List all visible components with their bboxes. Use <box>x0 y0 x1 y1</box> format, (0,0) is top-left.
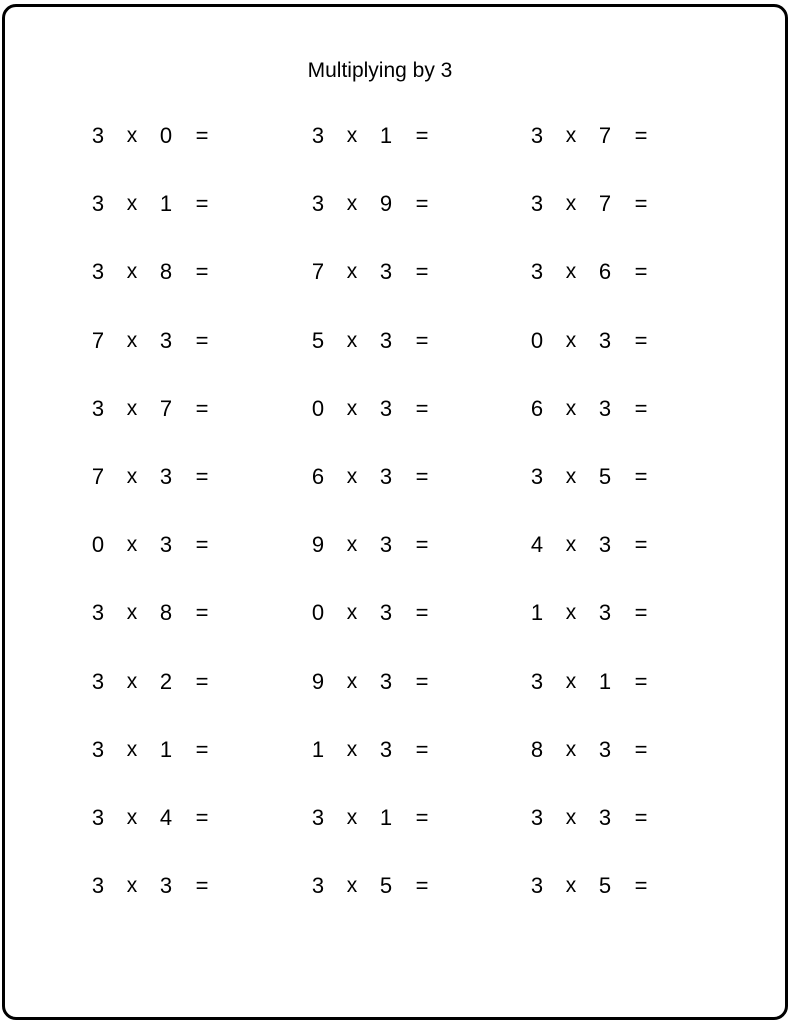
equals-sign: = <box>634 532 648 558</box>
times-sign: x <box>346 874 358 898</box>
worksheet-title: Multiplying by 3 <box>307 59 453 82</box>
operand-b: 0 <box>159 123 173 148</box>
times-sign: x <box>126 328 138 352</box>
times-sign: x <box>565 669 577 693</box>
times-sign: x <box>565 328 577 352</box>
operand-a: 0 <box>530 327 544 353</box>
times-sign: x <box>565 396 577 420</box>
equals-sign: = <box>195 736 209 762</box>
equals-sign: = <box>195 259 209 285</box>
operand-a: 3 <box>91 600 105 626</box>
times-sign: x <box>565 533 577 557</box>
times-sign: x <box>565 601 577 625</box>
operand-a: 3 <box>91 123 105 148</box>
times-sign: x <box>346 533 358 557</box>
times-sign: x <box>346 465 358 488</box>
operand-a: 3 <box>91 191 105 217</box>
operand-b: 3 <box>598 327 612 353</box>
equals-sign: = <box>415 805 429 830</box>
equals-sign: = <box>415 668 429 694</box>
operand-a: 3 <box>530 123 544 148</box>
equals-sign: = <box>415 736 429 762</box>
equals-sign: = <box>415 464 429 489</box>
times-sign: x <box>565 465 577 488</box>
operand-a: 3 <box>530 873 544 899</box>
operand-a: 8 <box>530 736 544 762</box>
operand-b: 5 <box>598 464 612 489</box>
operand-a: 7 <box>91 464 105 489</box>
operand-a: 4 <box>530 532 544 558</box>
operand-b: 3 <box>379 600 393 626</box>
operand-b: 7 <box>159 395 173 421</box>
operand-a: 5 <box>311 327 325 353</box>
equals-sign: = <box>195 873 209 899</box>
operand-b: 3 <box>598 532 612 558</box>
operand-a: 3 <box>91 668 105 694</box>
equals-sign: = <box>415 873 429 899</box>
times-sign: x <box>346 192 358 216</box>
times-sign: x <box>565 737 577 761</box>
equals-sign: = <box>195 600 209 626</box>
equals-sign: = <box>634 191 648 217</box>
times-sign: x <box>346 124 358 147</box>
problem-grid <box>5 7 785 1017</box>
times-sign: x <box>346 601 358 625</box>
equals-sign: = <box>415 191 429 217</box>
equals-sign: = <box>195 395 209 421</box>
operand-b: 2 <box>159 668 173 694</box>
equals-sign: = <box>195 123 209 148</box>
operand-b: 3 <box>379 668 393 694</box>
operand-a: 6 <box>311 464 325 489</box>
operand-a: 3 <box>311 191 325 217</box>
times-sign: x <box>126 192 138 216</box>
operand-a: 3 <box>91 805 105 830</box>
operand-b: 3 <box>379 532 393 558</box>
operand-b: 3 <box>598 395 612 421</box>
operand-b: 6 <box>598 259 612 285</box>
equals-sign: = <box>634 464 648 489</box>
operand-b: 3 <box>379 395 393 421</box>
operand-b: 3 <box>379 327 393 353</box>
operand-b: 9 <box>379 191 393 217</box>
times-sign: x <box>346 396 358 420</box>
operand-a: 9 <box>311 532 325 558</box>
operand-a: 3 <box>311 873 325 899</box>
times-sign: x <box>565 806 577 829</box>
operand-b: 1 <box>379 123 393 148</box>
operand-b: 3 <box>598 600 612 626</box>
operand-b: 1 <box>598 668 612 694</box>
operand-b: 3 <box>379 259 393 285</box>
operand-a: 3 <box>530 464 544 489</box>
operand-a: 0 <box>311 395 325 421</box>
worksheet-page <box>2 4 788 1020</box>
equals-sign: = <box>634 736 648 762</box>
operand-b: 5 <box>379 873 393 899</box>
times-sign: x <box>126 533 138 557</box>
operand-b: 1 <box>159 191 173 217</box>
equals-sign: = <box>415 259 429 285</box>
operand-a: 0 <box>311 600 325 626</box>
equals-sign: = <box>634 668 648 694</box>
times-sign: x <box>126 465 138 488</box>
operand-b: 7 <box>598 191 612 217</box>
times-sign: x <box>126 874 138 898</box>
operand-a: 3 <box>91 395 105 421</box>
operand-b: 1 <box>379 805 393 830</box>
operand-b: 8 <box>159 259 173 285</box>
operand-a: 3 <box>91 259 105 285</box>
operand-b: 3 <box>379 464 393 489</box>
operand-b: 7 <box>598 123 612 148</box>
times-sign: x <box>565 192 577 216</box>
equals-sign: = <box>634 395 648 421</box>
operand-b: 3 <box>159 327 173 353</box>
equals-sign: = <box>415 327 429 353</box>
times-sign: x <box>346 669 358 693</box>
equals-sign: = <box>634 600 648 626</box>
times-sign: x <box>126 260 138 284</box>
operand-a: 3 <box>530 259 544 285</box>
operand-b: 1 <box>159 736 173 762</box>
operand-a: 6 <box>530 395 544 421</box>
equals-sign: = <box>415 532 429 558</box>
operand-a: 3 <box>91 873 105 899</box>
operand-a: 3 <box>530 191 544 217</box>
operand-b: 4 <box>159 805 173 830</box>
operand-b: 3 <box>598 805 612 830</box>
times-sign: x <box>346 328 358 352</box>
equals-sign: = <box>415 395 429 421</box>
operand-b: 3 <box>598 736 612 762</box>
operand-a: 1 <box>311 736 325 762</box>
times-sign: x <box>565 874 577 898</box>
operand-a: 1 <box>530 600 544 626</box>
operand-a: 7 <box>91 327 105 353</box>
times-sign: x <box>126 601 138 625</box>
operand-a: 3 <box>91 736 105 762</box>
operand-a: 3 <box>311 805 325 830</box>
operand-a: 3 <box>530 805 544 830</box>
equals-sign: = <box>195 532 209 558</box>
times-sign: x <box>126 806 138 829</box>
equals-sign: = <box>634 259 648 285</box>
times-sign: x <box>126 124 138 147</box>
operand-b: 5 <box>598 873 612 899</box>
equals-sign: = <box>415 600 429 626</box>
equals-sign: = <box>195 805 209 830</box>
operand-b: 3 <box>159 532 173 558</box>
equals-sign: = <box>415 123 429 148</box>
times-sign: x <box>346 737 358 761</box>
operand-a: 9 <box>311 668 325 694</box>
times-sign: x <box>346 260 358 284</box>
times-sign: x <box>346 806 358 829</box>
equals-sign: = <box>195 464 209 489</box>
times-sign: x <box>126 737 138 761</box>
equals-sign: = <box>634 873 648 899</box>
times-sign: x <box>565 124 577 147</box>
equals-sign: = <box>195 191 209 217</box>
times-sign: x <box>126 396 138 420</box>
times-sign: x <box>565 260 577 284</box>
equals-sign: = <box>634 123 648 148</box>
operand-b: 8 <box>159 600 173 626</box>
equals-sign: = <box>634 327 648 353</box>
operand-b: 3 <box>159 464 173 489</box>
operand-a: 3 <box>311 123 325 148</box>
operand-a: 3 <box>530 668 544 694</box>
operand-a: 7 <box>311 259 325 285</box>
operand-b: 3 <box>159 873 173 899</box>
times-sign: x <box>126 669 138 693</box>
operand-a: 0 <box>91 532 105 558</box>
operand-b: 3 <box>379 736 393 762</box>
equals-sign: = <box>634 805 648 830</box>
equals-sign: = <box>195 668 209 694</box>
equals-sign: = <box>195 327 209 353</box>
